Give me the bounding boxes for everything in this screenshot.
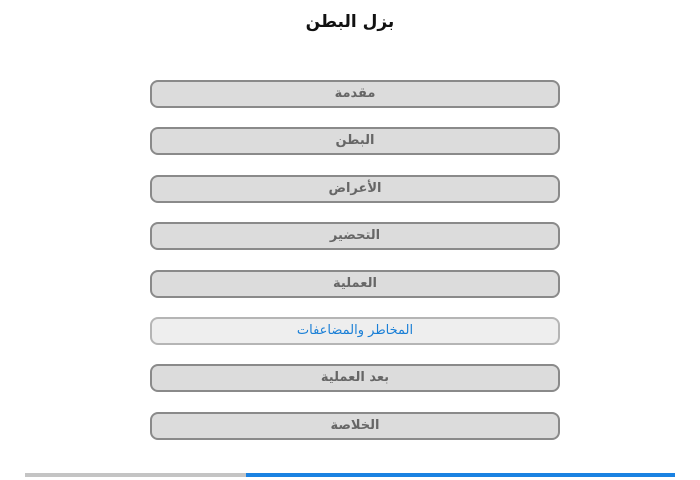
menu-item-abdomen[interactable]: البطن (150, 127, 560, 155)
progress-bar-fill (246, 473, 675, 477)
chapter-menu (150, 80, 560, 459)
menu-item-procedure[interactable]: العملية (150, 270, 560, 298)
progress-bar (25, 473, 675, 477)
menu-item-risks-complications[interactable]: المخاطر والمضاعفات (150, 317, 560, 345)
menu-item-symptoms[interactable]: الأعراض (150, 175, 560, 203)
menu-item-preparation[interactable]: التحضير (150, 222, 560, 250)
menu-item-after-procedure[interactable]: بعد العملية (150, 364, 560, 392)
menu-item-summary[interactable]: الخلاصة (150, 412, 560, 440)
menu-item-introduction[interactable]: مقدمة (150, 80, 560, 108)
page-title: بزل البطن (305, 12, 395, 32)
